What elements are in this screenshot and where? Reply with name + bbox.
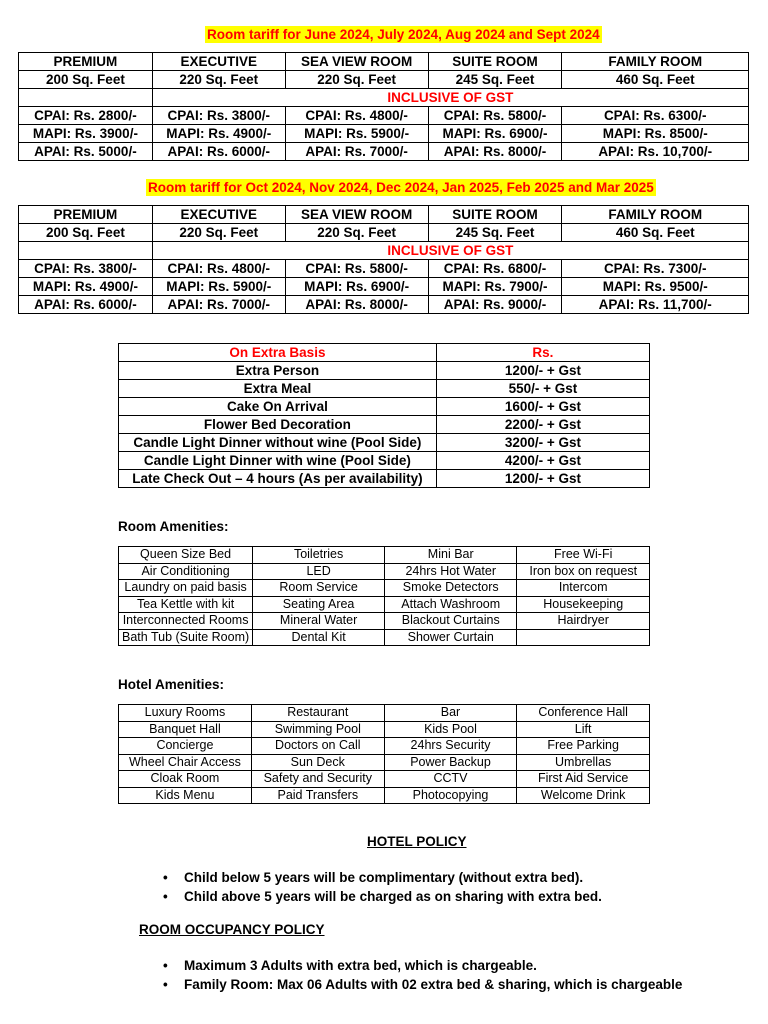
- extra-item: Extra Person: [119, 362, 437, 380]
- amenity-cell: Kids Menu: [119, 787, 252, 804]
- mapi-rate: MAPI: Rs. 4900/-: [19, 278, 153, 296]
- room-size: 460 Sq. Feet: [562, 71, 749, 89]
- amenity-cell: Smoke Detectors: [385, 580, 517, 597]
- room-name: FAMILY ROOM: [562, 206, 749, 224]
- room-size: 245 Sq. Feet: [428, 224, 562, 242]
- table-row: [19, 242, 749, 260]
- table-row: [119, 596, 650, 613]
- extra-price: 1200/- + Gst: [436, 470, 649, 488]
- room-name: SEA VIEW ROOM: [285, 53, 428, 71]
- amenity-cell: Queen Size Bed: [119, 547, 253, 564]
- mapi-rate: MAPI: Rs. 7900/-: [428, 278, 562, 296]
- mapi-rate: MAPI: Rs. 4900/-: [152, 125, 285, 143]
- amenity-cell: Kids Pool: [384, 721, 517, 738]
- mapi-rate: MAPI: Rs. 5900/-: [152, 278, 285, 296]
- amenity-cell: Shower Curtain: [385, 629, 517, 646]
- mapi-rate: MAPI: Rs. 8500/-: [562, 125, 749, 143]
- amenity-cell: LED: [253, 563, 385, 580]
- table-row: [119, 754, 650, 771]
- cpai-rate: CPAI: Rs. 6300/-: [562, 107, 749, 125]
- amenity-cell: Blackout Curtains: [385, 613, 517, 630]
- room-name: PREMIUM: [19, 53, 153, 71]
- gst-note: INCLUSIVE OF GST: [152, 242, 748, 260]
- amenity-cell: Cloak Room: [119, 771, 252, 788]
- bullet-icon: •: [163, 958, 168, 973]
- table-row: [119, 416, 650, 434]
- room-name: EXECUTIVE: [152, 53, 285, 71]
- extras-header-price: Rs.: [436, 344, 649, 362]
- table-row: [119, 738, 650, 755]
- extras-header-item: On Extra Basis: [119, 344, 437, 362]
- extras-table: [118, 343, 650, 488]
- amenity-cell: Lift: [517, 721, 650, 738]
- cpai-rate: CPAI: Rs. 2800/-: [19, 107, 153, 125]
- amenity-cell: Welcome Drink: [517, 787, 650, 804]
- apai-rate: APAI: Rs. 8000/-: [428, 143, 562, 161]
- extra-price: 4200/- + Gst: [436, 452, 649, 470]
- amenity-cell: Bar: [384, 705, 517, 722]
- occupancy-policy-list: [160, 956, 682, 994]
- bullet-icon: •: [163, 889, 168, 904]
- hotel-amenities-table: [118, 704, 650, 804]
- extra-item: Candle Light Dinner without wine (Pool Side): [119, 434, 437, 452]
- table-row: [119, 787, 650, 804]
- table-row: [119, 452, 650, 470]
- extra-price: 1600/- + Gst: [436, 398, 649, 416]
- table-row: [119, 547, 650, 564]
- amenity-cell: Free Wi-Fi: [517, 547, 650, 564]
- amenity-cell: [517, 629, 650, 646]
- table-row: [19, 296, 749, 314]
- bullet-icon: •: [163, 870, 168, 885]
- table-row: [119, 613, 650, 630]
- table-row: [19, 71, 749, 89]
- room-size: 220 Sq. Feet: [152, 71, 285, 89]
- table-row: [119, 580, 650, 597]
- amenity-cell: Photocopying: [384, 787, 517, 804]
- table-row: [119, 434, 650, 452]
- table-row: [119, 470, 650, 488]
- amenity-cell: Wheel Chair Access: [119, 754, 252, 771]
- hotel-amenities-heading: Hotel Amenities:: [118, 677, 225, 692]
- extra-price: 3200/- + Gst: [436, 434, 649, 452]
- cpai-rate: CPAI: Rs. 3800/-: [152, 107, 285, 125]
- extra-price: 1200/- + Gst: [436, 362, 649, 380]
- apai-rate: APAI: Rs. 9000/-: [428, 296, 562, 314]
- blank-cell: [19, 242, 153, 260]
- policy-text: Family Room: Max 06 Adults with 02 extra bed & sharing, which is chargeable: [184, 977, 683, 992]
- table-row: [19, 278, 749, 296]
- amenity-cell: 24hrs Security: [384, 738, 517, 755]
- tariff-title-2: Room tariff for Oct 2024, Nov 2024, Dec 2024, Jan 2025, Feb 2025 and Mar 2025: [148, 180, 654, 195]
- amenity-cell: Room Service: [253, 580, 385, 597]
- cpai-rate: CPAI: Rs. 5800/-: [428, 107, 562, 125]
- amenity-cell: Seating Area: [253, 596, 385, 613]
- hotel-policy-heading: HOTEL POLICY: [367, 834, 467, 849]
- amenity-cell: Power Backup: [384, 754, 517, 771]
- apai-rate: APAI: Rs. 7000/-: [152, 296, 285, 314]
- policy-text: Maximum 3 Adults with extra bed, which is chargeable.: [184, 958, 537, 973]
- extra-price: 2200/- + Gst: [436, 416, 649, 434]
- cpai-rate: CPAI: Rs. 5800/-: [285, 260, 428, 278]
- room-size: 220 Sq. Feet: [285, 224, 428, 242]
- table-row: [19, 89, 749, 107]
- table-row: [119, 721, 650, 738]
- tariff-title-1: Room tariff for June 2024, July 2024, Aug 2024 and Sept 2024: [207, 27, 600, 42]
- room-name: EXECUTIVE: [152, 206, 285, 224]
- amenity-cell: Attach Washroom: [385, 596, 517, 613]
- room-amenities-heading: Room Amenities:: [118, 519, 229, 534]
- table-row: [119, 344, 650, 362]
- cpai-rate: CPAI: Rs. 3800/-: [19, 260, 153, 278]
- policy-text: Child above 5 years will be charged as on sharing with extra bed.: [184, 889, 602, 904]
- extra-item: Candle Light Dinner with wine (Pool Side): [119, 452, 437, 470]
- gst-note: INCLUSIVE OF GST: [152, 89, 748, 107]
- mapi-rate: MAPI: Rs. 6900/-: [428, 125, 562, 143]
- room-size: 460 Sq. Feet: [562, 224, 749, 242]
- table-row: [19, 53, 749, 71]
- mapi-rate: MAPI: Rs. 6900/-: [285, 278, 428, 296]
- tariff-table-1: [18, 52, 749, 161]
- cpai-rate: CPAI: Rs. 7300/-: [562, 260, 749, 278]
- table-row: [119, 380, 650, 398]
- amenity-cell: Mineral Water: [253, 613, 385, 630]
- room-name: PREMIUM: [19, 206, 153, 224]
- apai-rate: APAI: Rs. 8000/-: [285, 296, 428, 314]
- cpai-rate: CPAI: Rs. 4800/-: [285, 107, 428, 125]
- apai-rate: APAI: Rs. 6000/-: [152, 143, 285, 161]
- amenity-cell: Mini Bar: [385, 547, 517, 564]
- policy-text: Child below 5 years will be complimentary (without extra bed).: [184, 870, 584, 885]
- room-name: SEA VIEW ROOM: [285, 206, 428, 224]
- extra-item: Flower Bed Decoration: [119, 416, 437, 434]
- amenity-cell: Housekeeping: [517, 596, 650, 613]
- amenity-cell: Bath Tub (Suite Room): [119, 629, 253, 646]
- table-row: [19, 143, 749, 161]
- table-row: [19, 260, 749, 278]
- amenity-cell: Doctors on Call: [251, 738, 384, 755]
- table-row: [119, 629, 650, 646]
- amenity-cell: Concierge: [119, 738, 252, 755]
- amenity-cell: Umbrellas: [517, 754, 650, 771]
- amenity-cell: Iron box on request: [517, 563, 650, 580]
- amenity-cell: Banquet Hall: [119, 721, 252, 738]
- amenity-cell: Tea Kettle with kit: [119, 596, 253, 613]
- tariff-table-2: [18, 205, 749, 314]
- mapi-rate: MAPI: Rs. 3900/-: [19, 125, 153, 143]
- table-row: [119, 563, 650, 580]
- bullet-icon: •: [163, 977, 168, 992]
- amenity-cell: Safety and Security: [251, 771, 384, 788]
- mapi-rate: MAPI: Rs. 9500/-: [562, 278, 749, 296]
- amenity-cell: First Aid Service: [517, 771, 650, 788]
- amenity-cell: Restaurant: [251, 705, 384, 722]
- apai-rate: APAI: Rs. 5000/-: [19, 143, 153, 161]
- amenity-cell: Free Parking: [517, 738, 650, 755]
- amenity-cell: Toiletries: [253, 547, 385, 564]
- amenity-cell: 24hrs Hot Water: [385, 563, 517, 580]
- amenity-cell: Air Conditioning: [119, 563, 253, 580]
- room-name: SUITE ROOM: [428, 206, 562, 224]
- room-size: 220 Sq. Feet: [285, 71, 428, 89]
- mapi-rate: MAPI: Rs. 5900/-: [285, 125, 428, 143]
- blank-cell: [19, 89, 153, 107]
- amenity-cell: Interconnected Rooms: [119, 613, 253, 630]
- table-row: [19, 224, 749, 242]
- room-size: 200 Sq. Feet: [19, 71, 153, 89]
- extra-item: Late Check Out – 4 hours (As per availability): [119, 470, 437, 488]
- list-item: [160, 975, 682, 994]
- amenity-cell: Luxury Rooms: [119, 705, 252, 722]
- amenity-cell: Swimming Pool: [251, 721, 384, 738]
- table-row: [119, 771, 650, 788]
- list-item: [160, 868, 602, 887]
- apai-rate: APAI: Rs. 11,700/-: [562, 296, 749, 314]
- table-row: [19, 206, 749, 224]
- room-amenities-table: [118, 546, 650, 646]
- cpai-rate: CPAI: Rs. 4800/-: [152, 260, 285, 278]
- amenity-cell: Conference Hall: [517, 705, 650, 722]
- room-size: 220 Sq. Feet: [152, 224, 285, 242]
- amenity-cell: Dental Kit: [253, 629, 385, 646]
- table-row: [119, 398, 650, 416]
- list-item: [160, 887, 602, 906]
- table-row: [119, 362, 650, 380]
- apai-rate: APAI: Rs. 10,700/-: [562, 143, 749, 161]
- cpai-rate: CPAI: Rs. 6800/-: [428, 260, 562, 278]
- room-size: 200 Sq. Feet: [19, 224, 153, 242]
- room-size: 245 Sq. Feet: [428, 71, 562, 89]
- amenity-cell: Laundry on paid basis: [119, 580, 253, 597]
- amenity-cell: Paid Transfers: [251, 787, 384, 804]
- amenity-cell: CCTV: [384, 771, 517, 788]
- amenity-cell: Sun Deck: [251, 754, 384, 771]
- amenity-cell: Hairdryer: [517, 613, 650, 630]
- apai-rate: APAI: Rs. 7000/-: [285, 143, 428, 161]
- apai-rate: APAI: Rs. 6000/-: [19, 296, 153, 314]
- list-item: [160, 956, 682, 975]
- extra-item: Cake On Arrival: [119, 398, 437, 416]
- occupancy-policy-heading: ROOM OCCUPANCY POLICY: [139, 922, 325, 937]
- extra-item: Extra Meal: [119, 380, 437, 398]
- room-name: SUITE ROOM: [428, 53, 562, 71]
- table-row: [19, 125, 749, 143]
- amenity-cell: Intercom: [517, 580, 650, 597]
- extra-price: 550/- + Gst: [436, 380, 649, 398]
- hotel-policy-list: [160, 868, 602, 906]
- room-name: FAMILY ROOM: [562, 53, 749, 71]
- table-row: [19, 107, 749, 125]
- table-row: [119, 705, 650, 722]
